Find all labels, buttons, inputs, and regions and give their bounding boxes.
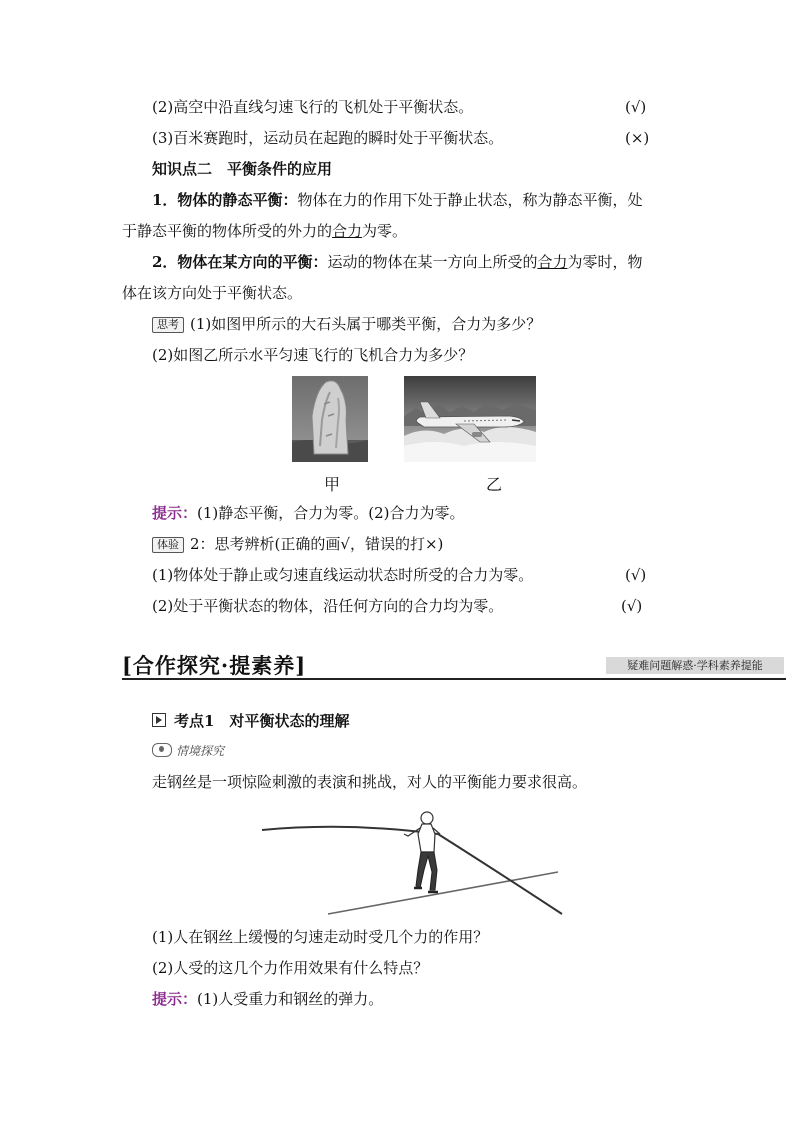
topic-question-2: (2)人受的这几个力作用效果有什么特点？	[152, 959, 429, 977]
experience-tag: 体验	[152, 537, 184, 553]
term-direction-balance: 2．物体在某方向的平衡：	[152, 253, 328, 271]
para-direction-balance	[152, 252, 643, 272]
hint-text: (1)静态平衡，合力为零。(2)合力为零。	[197, 504, 465, 522]
underlined-term: 合力	[537, 253, 568, 271]
item-2: (2)高空中沿直线匀速飞行的飞机处于平衡状态。	[152, 98, 474, 116]
item-3-mark: (×)	[625, 129, 650, 147]
section-divider	[122, 678, 786, 680]
hint-2	[152, 989, 383, 1009]
hint-label: 提示：	[152, 990, 198, 1008]
figure-rock	[292, 376, 368, 462]
term-static-balance: 1．物体的静态平衡：	[152, 191, 298, 209]
para-static-balance-cont	[122, 221, 407, 241]
airplane-image	[404, 376, 536, 462]
underlined-term: 合力	[332, 222, 363, 240]
item-3: (3)百米赛跑时，运动员在起跑的瞬时处于平衡状态。	[152, 129, 504, 147]
scenario-text: 情境探究	[176, 744, 225, 758]
rock-image	[292, 376, 368, 462]
figure-tightrope-walker	[258, 808, 568, 920]
exp-item-1: (1)物体处于静止或匀速直线运动状态时所受的合力为零。	[152, 566, 534, 584]
hint-1	[152, 503, 465, 523]
para-text: 为零。	[362, 222, 408, 240]
hint-label: 提示：	[152, 504, 198, 522]
exp-item-2-mark: (√)	[621, 597, 643, 615]
think-question-1	[152, 314, 541, 334]
section-badge: 疑难问题解惑·学科素养提能	[606, 657, 784, 674]
think-tag: 思考	[152, 317, 184, 333]
section-title: [合作探究·提素养]	[122, 653, 307, 678]
figure-airplane	[404, 376, 536, 462]
topic-title-text: 考点1 对平衡状态的理解	[174, 712, 350, 730]
caption-jia: 甲	[324, 475, 341, 494]
think-question-2: (2)如图乙所示水平匀速飞行的飞机合力为多少？	[152, 346, 474, 364]
para-text: 于静态平衡的物体所受的外力的	[122, 222, 333, 240]
hint-text: (1)人受重力和钢丝的弹力。	[197, 990, 384, 1008]
para-text: 物体在力的作用下处于静止状态，称为静态平衡，处	[297, 191, 643, 209]
topic-intro: 走钢丝是一项惊险刺激的表演和挑战，对人的平衡能力要求很高。	[152, 773, 588, 791]
topic-question-1: (1)人在钢丝上缓慢的匀速走动时受几个力的作用？	[152, 928, 489, 946]
scenario-icon	[152, 743, 172, 757]
question-text: (1)如图甲所示的大石头属于哪类平衡，合力为多少？	[190, 315, 542, 333]
topic-title	[152, 711, 349, 731]
knowledge-point-2-title: 知识点二 平衡条件的应用	[152, 160, 333, 178]
caption-yi: 乙	[486, 475, 503, 494]
para-static-balance	[152, 190, 642, 210]
exp-item-1-mark: (√)	[625, 566, 647, 584]
scenario-label	[152, 742, 224, 759]
para-direction-balance-cont: 体在该方向处于平衡状态。	[122, 284, 303, 302]
exp-item-2: (2)处于平衡状态的物体，沿任何方向的合力均为零。	[152, 597, 504, 615]
play-icon	[152, 713, 166, 727]
para-text: 为零时，物	[567, 253, 643, 271]
tightrope-walker-illustration	[258, 808, 568, 920]
experience-title	[152, 534, 443, 554]
experience-text: 2：思考辨析(正确的画√，错误的打×)	[190, 535, 444, 553]
item-2-mark: (√)	[625, 98, 647, 116]
para-text: 运动的物体在某一方向上所受的	[327, 253, 538, 271]
